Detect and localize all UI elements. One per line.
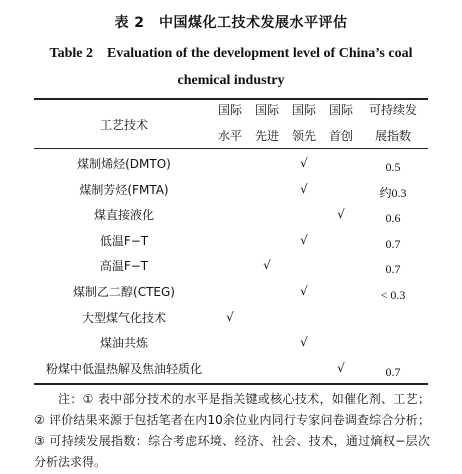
header-tech: 工艺技术 [99, 118, 148, 132]
check-mark: √ [300, 156, 308, 170]
row-sustainability-score: 0.7 [385, 262, 401, 277]
header-intl-level: 国际 水平 [217, 103, 242, 143]
check-mark: √ [337, 207, 345, 222]
row-sustainability-score: 0.6 [385, 211, 401, 226]
row-tech-label: 高温F−T [99, 259, 149, 274]
row-tech-label: 煤直接液化 [93, 208, 154, 223]
check-mark: √ [300, 284, 308, 298]
row-sustainability-score: < 0.3 [380, 288, 406, 302]
check-mark: √ [337, 360, 345, 375]
header-intl-advanced: 国际 先进 [254, 103, 279, 143]
header-intl-leading: 国际 领先 [291, 103, 316, 143]
check-mark: √ [226, 309, 234, 324]
check-mark: √ [300, 181, 308, 196]
row-tech-label: 煤制乙二醇(CTEG) [73, 285, 175, 299]
row-sustainability-score: 约0.3 [379, 185, 407, 200]
table-title-en-line1: Table 2 Evaluation of the development level of China’s coal [49, 46, 413, 61]
header-intl-first: 国际 首创 [328, 103, 353, 143]
row-sustainability-score: 0.5 [385, 160, 401, 174]
row-sustainability-score: 0.7 [385, 364, 401, 379]
row-tech-label: 低温F−T [99, 233, 149, 248]
table-note: 注：① 表中部分技术的水平是指关键或核心技术，如催化剂、工艺；② 评价结果来源于包括笔者在内10余位业内同行专家问卷调查综合分析；③ 可持续发展指数：综合考虑环境、经济、社会、技术，通过熵权−层次分析法求得。 [34, 392, 430, 469]
table-title-en-line2: chemical industry [177, 73, 285, 88]
bottom-rule [34, 383, 428, 385]
row-tech-label: 大型煤气化技术 [81, 310, 166, 325]
check-mark: √ [300, 232, 308, 247]
table-title-cn: 表 2 中国煤化工技术发展水平评估 [114, 15, 348, 31]
row-tech-label: 煤制芳烃(FMTA) [79, 182, 169, 197]
row-sustainability-score: 0.7 [385, 236, 401, 251]
table-title-en [0, 40, 462, 94]
check-mark: √ [263, 258, 271, 273]
header-sustainability: 可持续发 展指数 [368, 103, 417, 143]
header-rule [34, 148, 428, 149]
row-tech-label: 煤制烯烃(DMTO) [77, 157, 171, 171]
check-mark: √ [300, 335, 308, 350]
row-tech-label: 粉煤中低温热解及焦油轻质化 [45, 361, 202, 376]
row-tech-label: 煤油共炼 [99, 336, 148, 351]
